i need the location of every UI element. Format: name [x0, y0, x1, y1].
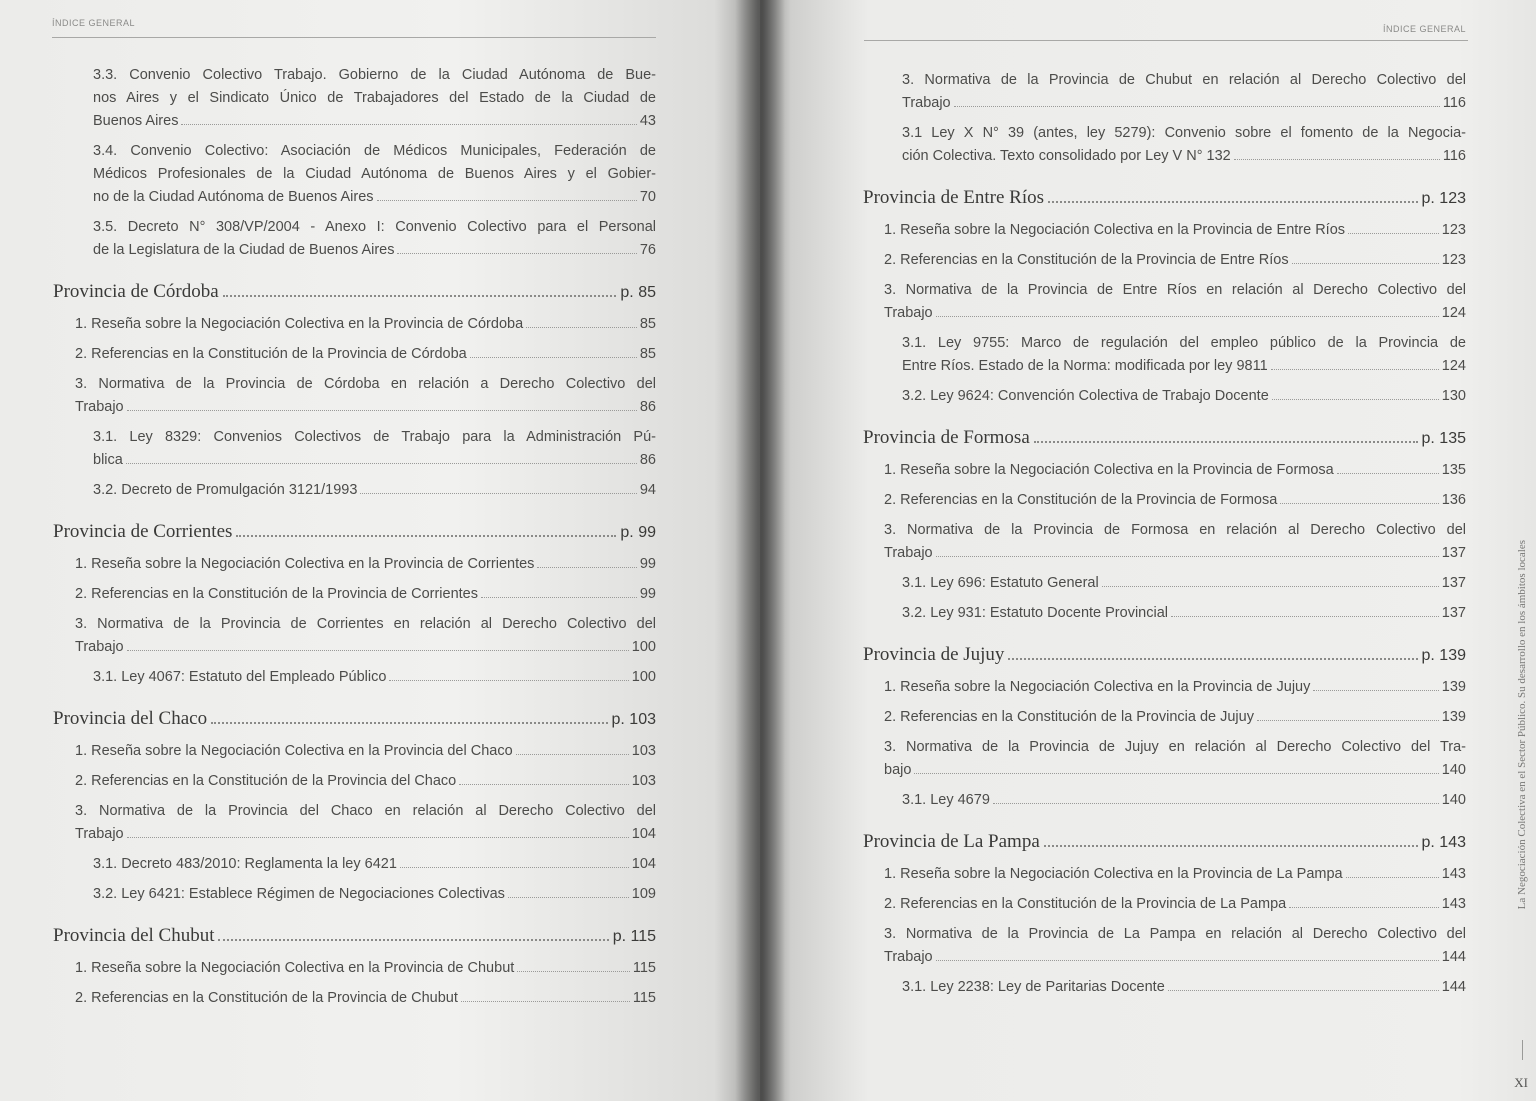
- toc-entry-text: 3.1. Ley 2238: Ley de Paritarias Docente: [902, 979, 1165, 995]
- dot-leader: [1234, 158, 1440, 160]
- toc-entry-line: 3. Normativa de la Provincia de Jujuy en relación al Derecho Colectivo del Tra-: [884, 739, 1466, 755]
- toc-page-number: 109: [631, 886, 656, 902]
- toc-entry-text: 1. Reseña sobre la Negociación Colectiva en la Provincia del Chaco: [75, 743, 513, 759]
- dot-leader: [126, 462, 637, 464]
- toc-page-number: 70: [639, 189, 656, 205]
- dot-leader: [1348, 232, 1439, 234]
- section-title: Provincia del Chubut: [53, 925, 215, 946]
- toc-entry: [75, 800, 656, 846]
- toc-entry-text: Trabajo: [75, 826, 124, 842]
- dot-leader: [537, 566, 636, 568]
- toc-entry-text: 2. Referencias en la Constitución de la Provincia de Córdoba: [75, 346, 467, 362]
- toc-entry-text: 1. Reseña sobre la Negociación Colectiva en la Provincia de La Pampa: [884, 866, 1343, 882]
- dot-leader: [127, 409, 637, 411]
- toc-entry-text: 3.1. Ley 4067: Estatuto del Empleado Público: [93, 669, 387, 685]
- toc-entry-line: 3. Normativa de la Provincia de Corrientes en relación al Derecho Colectivo del: [75, 616, 656, 632]
- toc-entry-text: ción Colectiva. Texto consolidado por Ley V N° 132: [902, 148, 1231, 164]
- toc-entry-line: Médicos Profesionales de la Ciudad Autónoma de Buenos Aires y el Gobier-: [93, 166, 656, 182]
- dot-leader: [377, 199, 637, 201]
- toc-entry: [884, 863, 1466, 886]
- dot-leader: [517, 970, 630, 972]
- toc-entry-text: 1. Reseña sobre la Negociación Colectiva en la Provincia de Jujuy: [884, 679, 1311, 695]
- dot-leader: [1292, 262, 1439, 264]
- book-title-vertical: La Negociación Colectiva en el Sector Público. Su desarrollo en los ámbitos locales: [1516, 540, 1528, 910]
- section-page-number: p. 143: [1421, 834, 1466, 851]
- toc-entry: [884, 736, 1466, 782]
- toc-entry: [93, 140, 656, 209]
- section-title: Provincia de Corrientes: [53, 521, 233, 542]
- toc-entry-text: Trabajo: [884, 305, 933, 321]
- toc-page-number: 116: [1442, 148, 1466, 164]
- dot-leader: [1271, 368, 1439, 370]
- dot-leader: [508, 896, 629, 898]
- toc-entry: [93, 216, 656, 262]
- toc-page-number: 144: [1441, 979, 1466, 995]
- section-page-number: p. 99: [620, 524, 656, 541]
- toc-page-number: 115: [632, 960, 656, 976]
- section-heading: [53, 281, 656, 303]
- toc-entry-text: Trabajo: [902, 95, 951, 111]
- toc-entry: [902, 572, 1466, 595]
- toc-page-number: 104: [631, 826, 656, 842]
- side-divider: [1522, 1040, 1523, 1060]
- toc-entry: [884, 519, 1466, 565]
- toc-entry-text: 1. Reseña sobre la Negociación Colectiva en la Provincia de Córdoba: [75, 316, 524, 332]
- toc-entry-text: 2. Referencias en la Constitución de la Provincia de Entre Ríos: [884, 252, 1289, 268]
- dot-leader: [211, 721, 607, 724]
- toc-entry-text: Entre Ríos. Estado de la Norma: modificada por ley 9811: [902, 358, 1268, 374]
- dot-leader: [1272, 398, 1439, 400]
- toc-entry: [93, 853, 656, 876]
- toc-entry-text: bajo: [884, 762, 912, 778]
- toc-page-number: 140: [1441, 762, 1466, 778]
- toc-entry-text: 2. Referencias en la Constitución de la Provincia de Chubut: [75, 990, 458, 1006]
- dot-leader: [470, 356, 637, 358]
- dot-leader: [1257, 719, 1439, 721]
- dot-leader: [1048, 200, 1418, 203]
- dot-leader: [360, 492, 636, 494]
- toc-entry-line: 3. Normativa de la Provincia de Formosa en relación al Derecho Colectivo del: [884, 522, 1466, 538]
- dot-leader: [127, 836, 629, 838]
- dot-leader: [481, 596, 637, 598]
- toc-entry-line: nos Aires y el Sindicato Único de Trabajadores del Estado de la Ciudad de: [93, 90, 656, 106]
- toc-entry-text: 3.2. Ley 6421: Establece Régimen de Negociaciones Colectivas: [93, 886, 505, 902]
- dot-leader: [914, 772, 1438, 774]
- toc-entry: [902, 385, 1466, 408]
- toc-page-number: 143: [1441, 866, 1466, 882]
- dot-leader: [1280, 502, 1438, 504]
- dot-leader: [1034, 440, 1418, 443]
- toc-entry-line: 3.4. Convenio Colectivo: Asociación de Médicos Municipales, Federación de: [93, 143, 656, 159]
- toc-page-number: 115: [632, 990, 656, 1006]
- toc-entry-line: 3. Normativa de la Provincia de Entre Ríos en relación al Derecho Colectivo del: [884, 282, 1466, 298]
- toc-entry: [884, 249, 1466, 272]
- toc-entry: [93, 479, 656, 502]
- section-heading: [53, 708, 656, 730]
- toc-entry: [884, 279, 1466, 325]
- toc-entry: [93, 883, 656, 906]
- toc-page-number: 123: [1441, 252, 1466, 268]
- dot-leader: [954, 105, 1440, 107]
- dot-leader: [936, 959, 1439, 961]
- section-heading: [863, 831, 1466, 853]
- toc-entry-line: 3.1. Ley 9755: Marco de regulación del empleo público de la Provincia de: [902, 335, 1466, 351]
- section-title: Provincia de Jujuy: [863, 644, 1005, 665]
- toc-entry-text: 2. Referencias en la Constitución de la Provincia de Formosa: [884, 492, 1278, 508]
- toc-entry-text: 2. Referencias en la Constitución de la Provincia de Jujuy: [884, 709, 1254, 725]
- toc-page-number: 123: [1441, 222, 1466, 238]
- dot-leader: [1346, 876, 1439, 878]
- toc-page-number: 86: [639, 399, 656, 415]
- toc-entry: [75, 740, 656, 763]
- toc-entry: [93, 64, 656, 133]
- toc-entry: [884, 893, 1466, 916]
- toc-entry-line: 3. Normativa de la Provincia de Chubut en relación al Derecho Colectivo del: [902, 72, 1466, 88]
- right-page: [760, 0, 1536, 1101]
- toc-page-number: 137: [1441, 605, 1466, 621]
- toc-entry-text: 2. Referencias en la Constitución de la Provincia de La Pampa: [884, 896, 1287, 912]
- section-title: Provincia de Córdoba: [53, 281, 219, 302]
- section-heading: [53, 521, 656, 543]
- section-title: Provincia de La Pampa: [863, 831, 1040, 852]
- toc-entry: [884, 676, 1466, 699]
- dot-leader: [1337, 472, 1439, 474]
- toc-page-number: 137: [1441, 575, 1466, 591]
- toc-entry-text: 3.1. Ley 696: Estatuto General: [902, 575, 1099, 591]
- toc-page-number: 85: [639, 346, 656, 362]
- toc-entry-text: 1. Reseña sobre la Negociación Colectiva en la Provincia de Corrientes: [75, 556, 535, 572]
- toc-entry: [75, 343, 656, 366]
- toc-entry-line: 3.5. Decreto N° 308/VP/2004 - Anexo I: Convenio Colectivo para el Personal: [93, 219, 656, 235]
- dot-leader: [993, 802, 1439, 804]
- toc-page-number: 103: [631, 773, 656, 789]
- toc-page-number: 135: [1441, 462, 1466, 478]
- dot-leader: [400, 866, 629, 868]
- toc-entry-text: Trabajo: [884, 949, 933, 965]
- toc-page-number: 103: [631, 743, 656, 759]
- toc-page-number: 139: [1441, 679, 1466, 695]
- toc-page-number: 130: [1441, 388, 1466, 404]
- section-heading: [863, 644, 1466, 666]
- header-rule: [864, 40, 1468, 41]
- toc-page-number: 136: [1441, 492, 1466, 508]
- toc-entry-text: Buenos Aires: [93, 113, 179, 129]
- toc-page-number: 140: [1441, 792, 1466, 808]
- section-page-number: p. 135: [1421, 430, 1466, 447]
- toc-entry: [884, 489, 1466, 512]
- toc-page-number: 100: [631, 669, 656, 685]
- toc-page-number: 143: [1441, 896, 1466, 912]
- toc-entry: [93, 666, 656, 689]
- toc-entry: [902, 789, 1466, 812]
- section-heading: [863, 187, 1466, 209]
- dot-leader: [936, 315, 1439, 317]
- dot-leader: [516, 753, 629, 755]
- dot-leader: [389, 679, 628, 681]
- toc-page-number: 144: [1441, 949, 1466, 965]
- toc-entry-text: 3.1. Decreto 483/2010: Reglamenta la ley 6421: [93, 856, 397, 872]
- toc-entry: [75, 583, 656, 606]
- running-head: ÍNDICE GENERAL: [52, 18, 136, 28]
- toc-entry-text: 1. Reseña sobre la Negociación Colectiva en la Provincia de Chubut: [75, 960, 515, 976]
- toc-entry: [884, 923, 1466, 969]
- toc-entry: [93, 426, 656, 472]
- dot-leader: [526, 326, 637, 328]
- toc-entry-text: de la Legislatura de la Ciudad de Buenos Aires: [93, 242, 395, 258]
- toc-entry-line: 3.1. Ley 8329: Convenios Colectivos de Trabajo para la Administración Pú-: [93, 429, 656, 445]
- toc-entry: [884, 219, 1466, 242]
- toc-page-number: 86: [639, 452, 656, 468]
- dot-leader: [1168, 989, 1439, 991]
- toc-entry-text: Trabajo: [884, 545, 933, 561]
- toc-entry-text: Trabajo: [75, 399, 124, 415]
- toc-entry-text: 2. Referencias en la Constitución de la Provincia de Corrientes: [75, 586, 478, 602]
- dot-leader: [236, 534, 616, 537]
- section-title: Provincia de Formosa: [863, 427, 1030, 448]
- toc-entry: [902, 122, 1466, 168]
- dot-leader: [1313, 689, 1438, 691]
- toc-page-number: 99: [639, 586, 656, 602]
- toc-entry-text: blica: [93, 452, 123, 468]
- toc-entry: [884, 459, 1466, 482]
- dot-leader: [1289, 906, 1439, 908]
- running-head: ÍNDICE GENERAL: [1382, 24, 1466, 34]
- toc-entry: [902, 976, 1466, 999]
- section-page-number: p. 123: [1421, 190, 1466, 207]
- toc-entry-line: 3. Normativa de la Provincia del Chaco en relación al Derecho Colectivo del: [75, 803, 656, 819]
- left-page: [0, 0, 760, 1101]
- toc-page-number: 139: [1441, 709, 1466, 725]
- section-page-number: p. 85: [620, 284, 656, 301]
- toc-page-number: 137: [1441, 545, 1466, 561]
- toc-page-number: 124: [1441, 305, 1466, 321]
- section-title: Provincia del Chaco: [53, 708, 208, 729]
- dot-leader: [223, 294, 617, 297]
- toc-entry-text: 3.2. Ley 9624: Convención Colectiva de Trabajo Docente: [902, 388, 1269, 404]
- toc-entry: [902, 332, 1466, 378]
- toc-entry-text: 3.1. Ley 4679: [902, 792, 990, 808]
- dot-leader: [936, 555, 1439, 557]
- section-page-number: p. 139: [1421, 647, 1466, 664]
- toc-page-number: 116: [1442, 95, 1466, 111]
- toc-page-number: 99: [639, 556, 656, 572]
- toc-entry-line: 3.3. Convenio Colectivo Trabajo. Gobierno de la Ciudad Autónoma de Bue-: [93, 67, 656, 83]
- section-page-number: p. 115: [612, 928, 656, 945]
- section-heading: [53, 925, 656, 947]
- page-number: XI: [1514, 1075, 1528, 1090]
- toc-entry-text: 3.2. Ley 931: Estatuto Docente Provincial: [902, 605, 1168, 621]
- dot-leader: [181, 123, 636, 125]
- toc-entry: [75, 987, 656, 1010]
- toc-page-number: 76: [639, 242, 656, 258]
- toc-page-number: 104: [631, 856, 656, 872]
- dot-leader: [1008, 657, 1417, 660]
- toc-entry-text: 1. Reseña sobre la Negociación Colectiva en la Provincia de Entre Ríos: [884, 222, 1346, 238]
- toc-entry: [75, 770, 656, 793]
- toc-entry-line: 3. Normativa de la Provincia de La Pampa en relación al Derecho Colectivo del: [884, 926, 1466, 942]
- dot-leader: [1102, 585, 1439, 587]
- toc-entry-text: 3.2. Decreto de Promulgación 3121/1993: [93, 482, 358, 498]
- toc-entry-text: 1. Reseña sobre la Negociación Colectiva en la Provincia de Formosa: [884, 462, 1334, 478]
- dot-leader: [218, 938, 608, 941]
- toc-entry: [75, 313, 656, 336]
- toc-entry: [75, 553, 656, 576]
- toc-entry-line: 3. Normativa de la Provincia de Córdoba en relación a Derecho Colectivo del: [75, 376, 656, 392]
- toc-entry-text: Trabajo: [75, 639, 124, 655]
- toc-page-number: 94: [639, 482, 656, 498]
- section-page-number: p. 103: [611, 711, 656, 728]
- dot-leader: [461, 1000, 630, 1002]
- toc-page-number: 124: [1441, 358, 1466, 374]
- section-title: Provincia de Entre Ríos: [863, 187, 1044, 208]
- section-heading: [863, 427, 1466, 449]
- toc-entry-line: 3.1 Ley X N° 39 (antes, ley 5279): Convenio sobre el fomento de la Negocia-: [902, 125, 1466, 141]
- book-gutter-shadow: [735, 0, 785, 1101]
- dot-leader: [1044, 844, 1418, 847]
- toc-entry: [75, 373, 656, 419]
- toc-entry-text: no de la Ciudad Autónoma de Buenos Aires: [93, 189, 374, 205]
- dot-leader: [459, 783, 629, 785]
- dot-leader: [127, 649, 629, 651]
- toc-entry: [75, 613, 656, 659]
- toc-entry: [902, 602, 1466, 625]
- header-rule: [52, 37, 656, 38]
- dot-leader: [1171, 615, 1439, 617]
- toc-entry: [884, 706, 1466, 729]
- toc-page-number: 85: [639, 316, 656, 332]
- dot-leader: [397, 252, 636, 254]
- toc-entry: [902, 69, 1466, 115]
- toc-entry: [75, 957, 656, 980]
- toc-entry-text: 2. Referencias en la Constitución de la Provincia del Chaco: [75, 773, 457, 789]
- toc-page-number: 43: [639, 113, 656, 129]
- toc-page-number: 100: [631, 639, 656, 655]
